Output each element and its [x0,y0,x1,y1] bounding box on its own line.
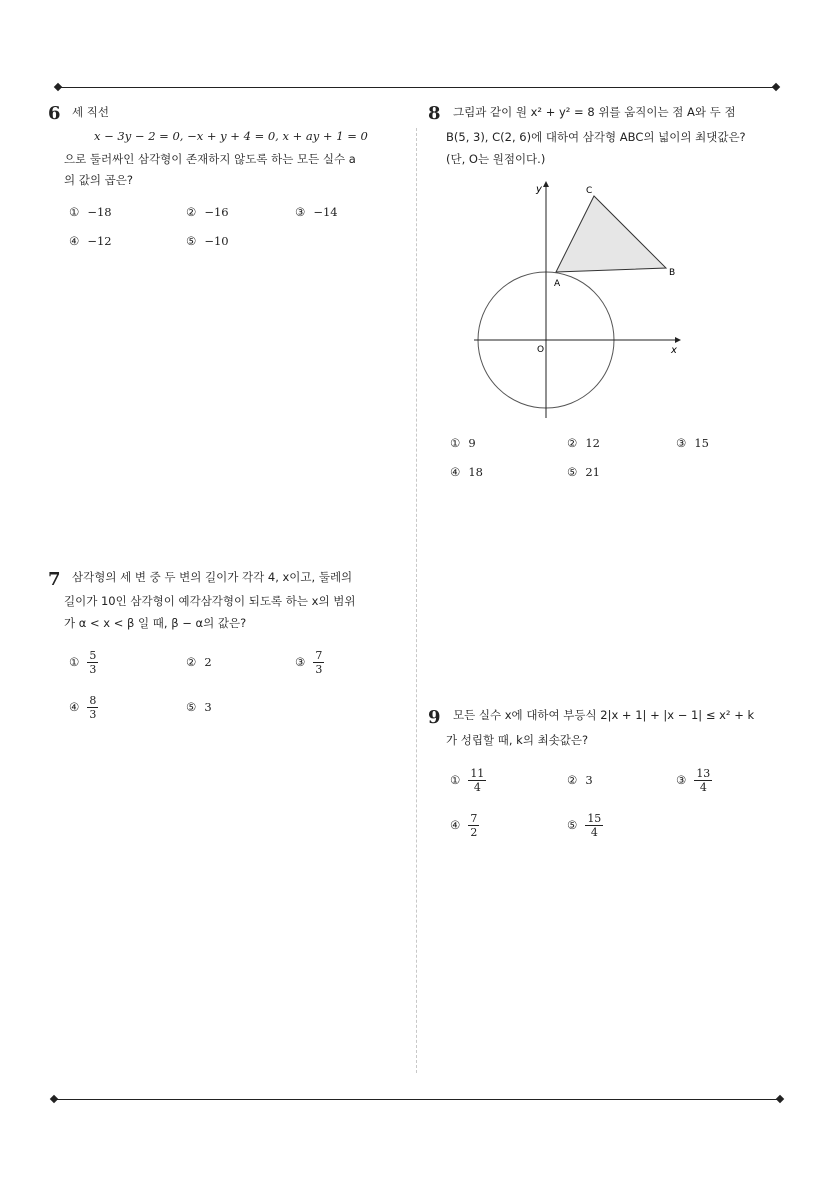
x-axis-label: x [671,345,677,356]
q7-option-3-fraction: $\frac{7}{3}$ [315,649,323,676]
q7-option-2[interactable]: ② 2 [186,655,212,669]
q8-option-1[interactable]: ① 9 [450,436,476,450]
q9-option-5-fraction: $\frac{15}{4}$ [587,812,602,839]
top-rule-left-diamond [54,83,62,91]
bottom-rule-left-diamond [50,1095,58,1103]
q6-text2: 의 값의 곱은? [64,173,133,187]
q8-number: 8 [428,103,441,124]
point-c-label: C [586,186,593,196]
q7-text3: 가 α < x < β 일 때, β − α의 값은? [64,616,247,630]
q6-option-3[interactable]: ③ −14 [295,205,338,219]
q8-text3: (단, O는 원점이다.) [446,152,546,166]
q9-option-5[interactable]: ⑤ $\frac{15}{4}$ [567,812,602,839]
q8-figure [470,178,690,423]
q9-number: 9 [428,707,441,728]
origin-label: O [537,345,545,355]
bottom-rule-right-diamond [776,1095,784,1103]
q8-text2: B(5, 3), C(2, 6)에 대하여 삼각형 ABC의 넓이의 최댓값은? [446,130,746,144]
q7-option-3[interactable]: ③ $\frac{7}{3}$ [295,649,323,676]
q6-intro: 세 직선 [72,105,109,119]
q7-option-5[interactable]: ⑤ 3 [186,700,212,714]
q6-option-2[interactable]: ② −16 [186,205,229,219]
q9-option-4[interactable]: ④ $\frac{7}{2}$ [450,812,478,839]
q9-text1: 모든 실수 x에 대하여 부등식 2|x + 1| + |x − 1| ≤ x² + k [453,708,755,722]
q6-option-5[interactable]: ⑤ −10 [186,234,229,248]
top-rule [58,87,776,88]
q7-option-1[interactable]: ① $\frac{5}{3}$ [69,649,97,676]
q6-option-1[interactable]: ① −18 [69,205,112,219]
q7-option-1-fraction: $\frac{5}{3}$ [89,649,97,676]
q6-number: 6 [48,103,61,124]
triangle-abc [556,196,666,272]
q7-number: 7 [48,569,61,590]
q9-option-2[interactable]: ② 3 [567,773,593,787]
bottom-rule [54,1099,780,1100]
q8-option-3[interactable]: ③ 15 [676,436,709,450]
q8-option-2[interactable]: ② 12 [567,436,600,450]
q8-option-5[interactable]: ⑤ 21 [567,465,600,479]
q9-option-3-fraction: $\frac{13}{4}$ [696,767,711,794]
q7-option-4[interactable]: ④ $\frac{8}{3}$ [69,694,97,721]
q6-option-4[interactable]: ④ −12 [69,234,112,248]
q7-text1: 삼각형의 세 변 중 두 변의 길이가 각각 4, x이고, 둘레의 [72,570,353,584]
point-a-label: A [554,279,561,289]
column-divider [416,128,417,1073]
top-rule-right-diamond [772,83,780,91]
q8-text1: 그림과 같이 원 x² + y² = 8 위를 움직이는 점 A와 두 점 [453,105,736,119]
q9-text2: 가 성립할 때, k의 최솟값은? [446,733,589,747]
q9-option-1[interactable]: ① $\frac{11}{4}$ [450,767,485,794]
y-axis-label: y [536,184,542,195]
q6-equations: x − 3y − 2 = 0, −x + y + 4 = 0, x + ay + 1 = 0 [94,129,368,143]
q7-text2: 길이가 10인 삼각형이 예각삼각형이 되도록 하는 x의 범위 [64,594,356,608]
q9-option-1-fraction: $\frac{11}{4}$ [470,767,485,794]
q9-option-3[interactable]: ③ $\frac{13}{4}$ [676,767,711,794]
q6-text1: 으로 둘러싸인 삼각형이 존재하지 않도록 하는 모든 실수 a [64,152,356,166]
q9-option-4-fraction: $\frac{7}{2}$ [470,812,478,839]
q7-option-4-fraction: $\frac{8}{3}$ [89,694,97,721]
point-b-label: B [669,268,676,278]
q8-option-4[interactable]: ④ 18 [450,465,483,479]
